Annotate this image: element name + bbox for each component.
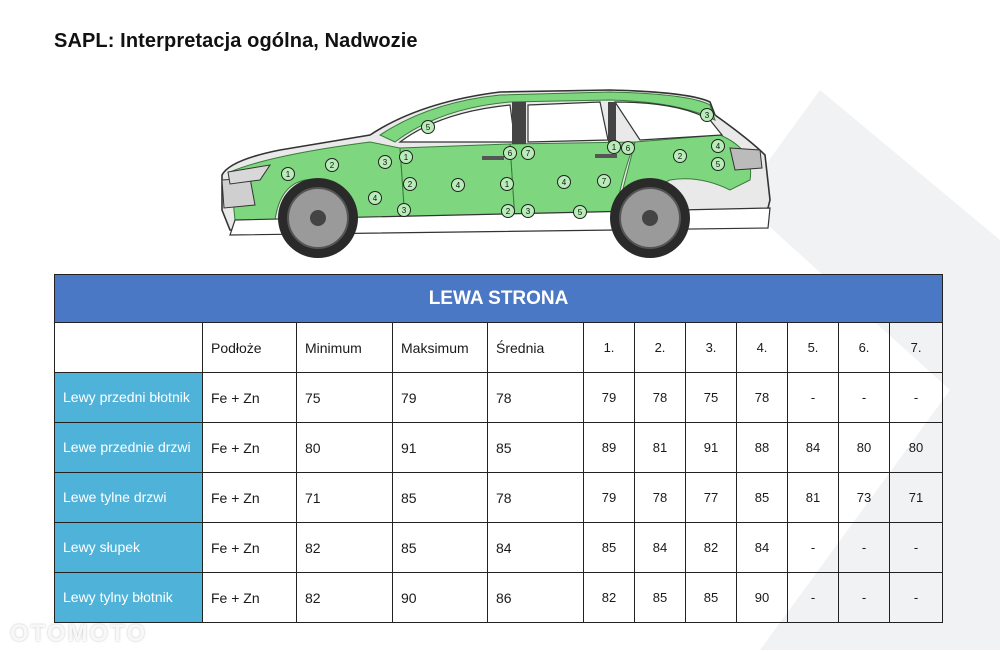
marker-label: 7	[525, 149, 531, 158]
measurement-cell: 85	[635, 573, 686, 623]
measurement-cell: 81	[788, 473, 839, 523]
row-label: Lewy słupek	[55, 523, 203, 573]
measurement-cell: 78	[635, 373, 686, 423]
marker-point	[398, 204, 411, 217]
average-cell: 78	[488, 373, 584, 423]
measurement-cell: 81	[635, 423, 686, 473]
marker-label: 1	[611, 143, 617, 152]
marker-label: 1	[403, 153, 409, 162]
table-heading: LEWA STRONA	[55, 275, 943, 323]
marker-label: 3	[704, 111, 710, 120]
measurement-cell: -	[890, 373, 943, 423]
column-header: 1.	[584, 323, 635, 373]
substrate-cell: Fe + Zn	[203, 523, 297, 573]
marker-point	[379, 156, 392, 169]
measurement-cell: 78	[737, 373, 788, 423]
marker-label: 5	[425, 123, 431, 132]
minimum-cell: 71	[297, 473, 393, 523]
marker-point	[404, 178, 417, 191]
marker-point	[282, 168, 295, 181]
column-header: 4.	[737, 323, 788, 373]
table-row	[55, 523, 943, 573]
maximum-cell: 91	[393, 423, 488, 473]
average-cell: 78	[488, 473, 584, 523]
measurement-table	[54, 274, 943, 623]
substrate-cell: Fe + Zn	[203, 573, 297, 623]
measurement-cell: 91	[686, 423, 737, 473]
column-header: 3.	[686, 323, 737, 373]
minimum-cell: 82	[297, 523, 393, 573]
measurement-cell: 77	[686, 473, 737, 523]
marker-point	[712, 158, 725, 171]
table-row	[55, 473, 943, 523]
taillight	[730, 148, 762, 170]
measurement-cell: 73	[839, 473, 890, 523]
average-cell: 84	[488, 523, 584, 573]
measurement-cell: 84	[635, 523, 686, 573]
marker-point	[598, 175, 611, 188]
measurement-cell: 85	[686, 573, 737, 623]
table-row	[55, 573, 943, 623]
marker-label: 7	[601, 177, 607, 186]
column-header: Minimum	[297, 323, 393, 373]
marker-point	[502, 205, 515, 218]
column-header: Podłoże	[203, 323, 297, 373]
column-header: Średnia	[488, 323, 584, 373]
marker-point	[622, 142, 635, 155]
marker-label: 3	[525, 207, 531, 216]
marker-label: 3	[382, 158, 388, 167]
measurement-cell: 80	[890, 423, 943, 473]
measurement-cell: 84	[737, 523, 788, 573]
minimum-cell: 80	[297, 423, 393, 473]
marker-point	[400, 151, 413, 164]
marker-point	[501, 178, 514, 191]
marker-point	[522, 147, 535, 160]
measurement-cell: 85	[584, 523, 635, 573]
marker-label: 6	[625, 144, 631, 153]
substrate-cell: Fe + Zn	[203, 373, 297, 423]
measurement-cell: 79	[584, 373, 635, 423]
measurement-cell: -	[839, 573, 890, 623]
table-body	[55, 373, 943, 623]
table-row	[55, 423, 943, 473]
marker-label: 6	[507, 149, 513, 158]
car-side-diagram	[210, 80, 790, 265]
marker-point	[452, 179, 465, 192]
page-title: SAPL: Interpretacja ogólna, Nadwozie	[54, 30, 418, 52]
maximum-cell: 79	[393, 373, 488, 423]
marker-label: 2	[505, 207, 511, 216]
maximum-cell: 90	[393, 573, 488, 623]
marker-label: 2	[329, 161, 335, 170]
marker-point	[712, 140, 725, 153]
front-wheel	[278, 178, 358, 258]
marker-point	[369, 192, 382, 205]
marker-label: 4	[372, 194, 378, 203]
minimum-cell: 75	[297, 373, 393, 423]
measurement-cell: -	[788, 573, 839, 623]
marker-label: 4	[455, 181, 461, 190]
measurement-cell: -	[788, 373, 839, 423]
average-cell: 86	[488, 573, 584, 623]
average-cell: 85	[488, 423, 584, 473]
measurement-cell: 82	[584, 573, 635, 623]
measurement-cell: -	[890, 523, 943, 573]
measurement-cell: -	[839, 373, 890, 423]
measurement-cell: -	[788, 523, 839, 573]
marker-point	[674, 150, 687, 163]
measurement-cell: -	[839, 523, 890, 573]
substrate-cell: Fe + Zn	[203, 423, 297, 473]
measurement-cell: 82	[686, 523, 737, 573]
measurement-cell: 78	[635, 473, 686, 523]
rear-window	[528, 102, 608, 142]
marker-label: 2	[407, 180, 413, 189]
marker-point	[608, 141, 621, 154]
maximum-cell: 85	[393, 473, 488, 523]
marker-label: 4	[561, 178, 567, 187]
measurement-cell: 90	[737, 573, 788, 623]
column-header: 5.	[788, 323, 839, 373]
row-label: Lewe przednie drzwi	[55, 423, 203, 473]
marker-label: 1	[504, 180, 510, 189]
minimum-cell: 82	[297, 573, 393, 623]
measurement-cell: -	[890, 573, 943, 623]
table-header-row	[55, 323, 943, 373]
marker-label: 2	[677, 152, 683, 161]
row-label: Lewe tylne drzwi	[55, 473, 203, 523]
table-row	[55, 373, 943, 423]
marker-point	[326, 159, 339, 172]
marker-label: 3	[401, 206, 407, 215]
column-header: 6.	[839, 323, 890, 373]
measurement-cell: 79	[584, 473, 635, 523]
marker-label: 1	[285, 170, 291, 179]
substrate-cell: Fe + Zn	[203, 473, 297, 523]
row-label: Lewy tylny błotnik	[55, 573, 203, 623]
marker-label: 5	[577, 208, 583, 217]
measurement-cell: 71	[890, 473, 943, 523]
marker-point	[422, 121, 435, 134]
marker-point	[558, 176, 571, 189]
marker-label: 5	[715, 160, 721, 169]
measurement-cell: 89	[584, 423, 635, 473]
marker-point	[504, 147, 517, 160]
watermark-logo: OTOMOTO	[10, 620, 148, 647]
measurement-cell: 80	[839, 423, 890, 473]
marker-point	[701, 109, 714, 122]
measurement-cell: 75	[686, 373, 737, 423]
rear-wheel	[610, 178, 690, 258]
measurement-cell: 84	[788, 423, 839, 473]
column-header: 7.	[890, 323, 943, 373]
column-header	[55, 323, 203, 373]
measurement-cell: 88	[737, 423, 788, 473]
row-label: Lewy przedni błotnik	[55, 373, 203, 423]
marker-point	[522, 205, 535, 218]
marker-point	[574, 206, 587, 219]
measurement-cell: 85	[737, 473, 788, 523]
maximum-cell: 85	[393, 523, 488, 573]
column-header: Maksimum	[393, 323, 488, 373]
column-header: 2.	[635, 323, 686, 373]
marker-label: 4	[715, 142, 721, 151]
